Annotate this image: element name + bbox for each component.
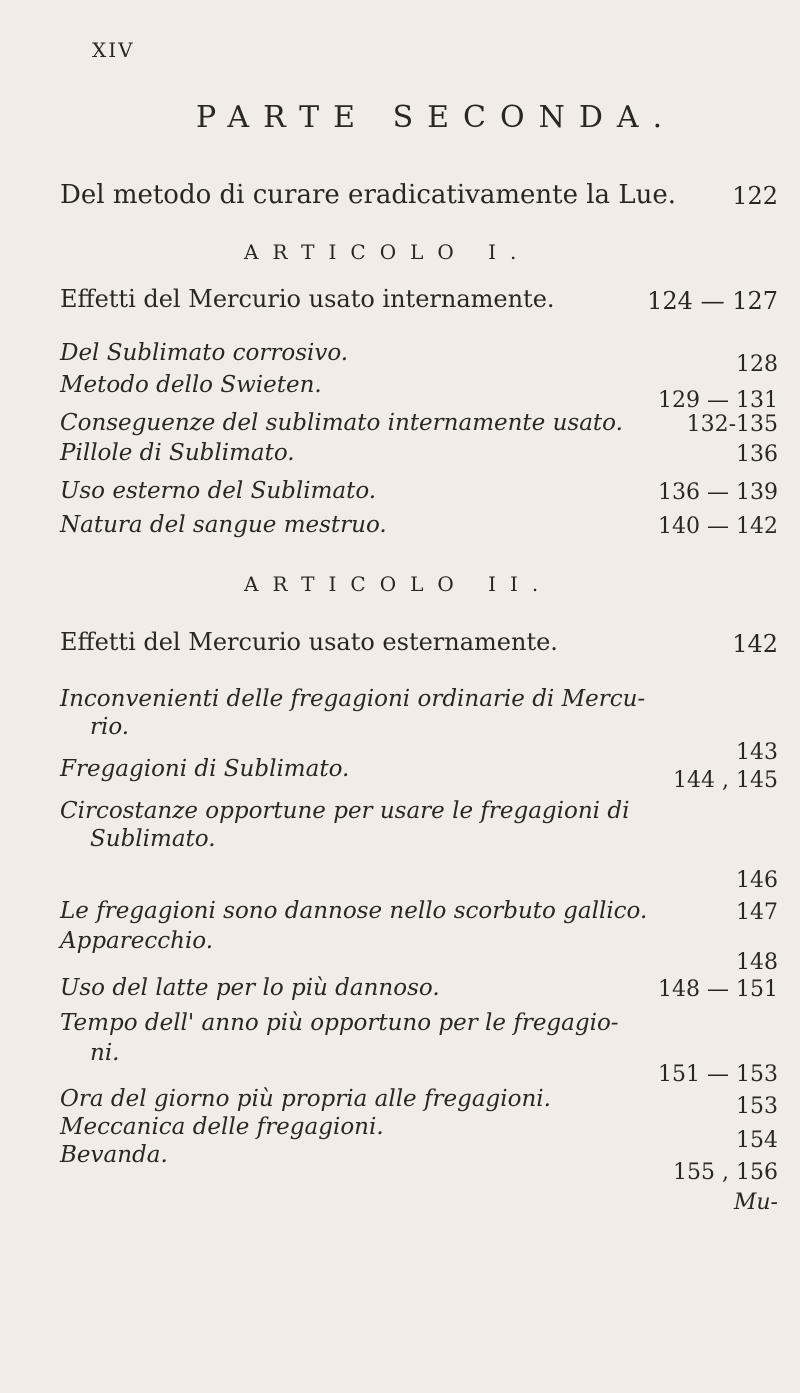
index-entry-pages: 128	[736, 352, 778, 377]
index-entry-pages: 155 , 156	[673, 1160, 778, 1185]
index-entry-text: Uso esterno del Sublimato.	[60, 478, 377, 504]
index-entry-pages: 136	[736, 442, 778, 467]
index-entry-pages: 140 — 142	[658, 514, 778, 539]
index-entry-pages: 132-135	[686, 412, 778, 437]
folio-number: XIV	[92, 38, 135, 62]
index-entry-text: Del Sublimato corrosivo.	[60, 340, 349, 366]
index-entry-pages: 154	[736, 1128, 778, 1153]
index-entry-pages: 147	[736, 900, 778, 925]
index-entry-text: Inconvenienti delle fregagioni ordinarie di Mercu-	[60, 686, 646, 712]
index-entry-text: Conseguenze del sublimato internamente usato.	[60, 410, 623, 436]
index-entry-pages: 144 , 145	[673, 768, 778, 793]
index-entry-text: Le fregagioni sono dannose nello scorbuto gallico.	[60, 898, 648, 924]
article-2-heading: ARTICOLO II.	[244, 572, 553, 596]
index-entry-continuation: ni.	[90, 1040, 120, 1066]
index-entry-text: Fregagioni di Sublimato.	[60, 756, 350, 782]
index-entry-text: Pillole di Sublimato.	[60, 440, 295, 466]
index-entry-pages: 153	[736, 1094, 778, 1119]
index-entry-pages: 151 — 153	[658, 1062, 778, 1087]
index-entry-text: Natura del sangue mestruo.	[60, 512, 387, 538]
article-2-title-pages: 142	[732, 630, 778, 658]
index-entry-text: Meccanica delle fregagioni.	[60, 1114, 384, 1140]
part-subtitle-page: 122	[732, 182, 778, 210]
article-2-title: Effetti del Mercurio usato esternamente.	[60, 628, 558, 656]
index-entry-text: Tempo dell' anno più opportuno per le fregagio-	[60, 1010, 619, 1036]
index-entry-text: Metodo dello Swieten.	[60, 372, 322, 398]
index-entry-continuation: Sublimato.	[90, 826, 216, 852]
catchword: Mu-	[733, 1190, 778, 1215]
index-entry-pages: 129 — 131	[658, 388, 778, 413]
index-entry-continuation: rio.	[90, 714, 130, 740]
index-entry-text: Uso del latte per lo più dannoso.	[60, 975, 440, 1001]
index-entry-pages: 148	[736, 950, 778, 975]
index-entry-text: Circostanze opportune per usare le fregagioni di	[60, 798, 630, 824]
part-subtitle: Del metodo di curare eradicativamente la Lue.	[60, 180, 676, 210]
index-entry-text: Bevanda.	[60, 1142, 168, 1168]
article-1-heading: ARTICOLO I.	[244, 240, 531, 264]
index-entry-pages: 148 — 151	[658, 977, 778, 1002]
index-entry-pages: 146	[736, 868, 778, 893]
part-title: PARTE SECONDA.	[196, 100, 677, 135]
article-1-title-pages: 124 — 127	[647, 287, 778, 315]
index-entry-text: Apparecchio.	[60, 928, 214, 954]
index-entry-pages: 136 — 139	[658, 480, 778, 505]
index-entry-pages: 143	[736, 740, 778, 765]
index-entry-text: Ora del giorno più propria alle fregagioni.	[60, 1086, 551, 1112]
article-1-title: Effetti del Mercurio usato internamente.	[60, 285, 555, 313]
